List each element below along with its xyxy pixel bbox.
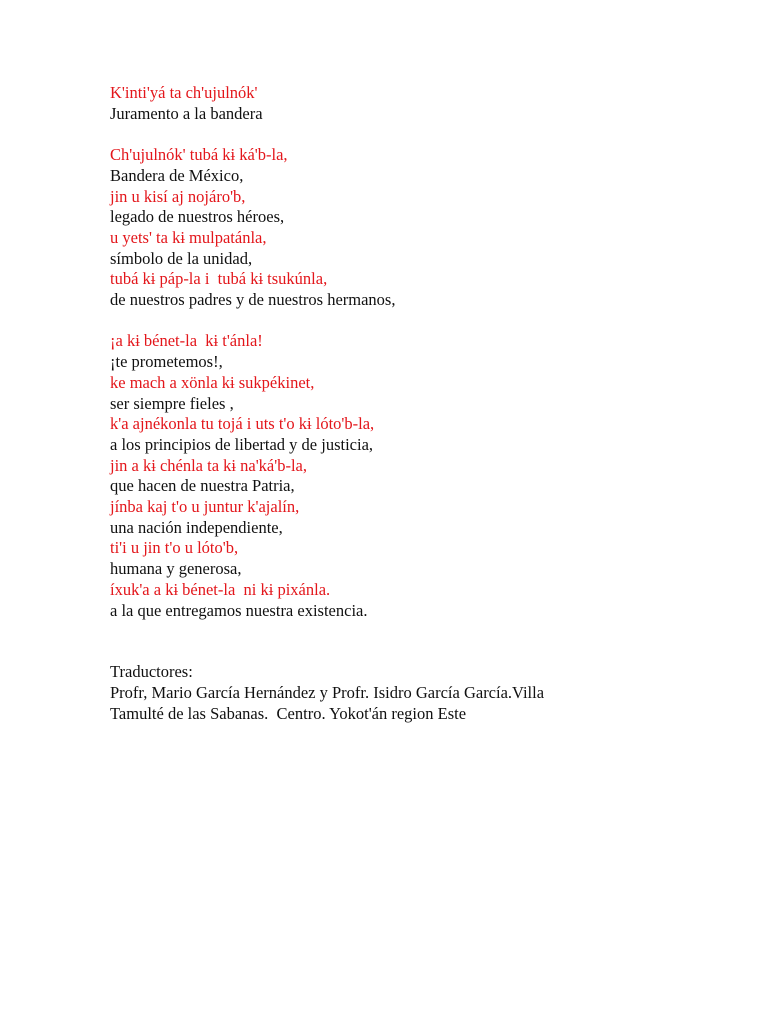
credits-block <box>110 662 730 724</box>
stanza-gap <box>110 124 730 145</box>
verse-line-native: jínba kaj t'o u juntur k'ajalín, <box>110 497 300 517</box>
verse-line-native: jin a kɨ chénla ta kɨ na'ká'b-la, <box>110 455 307 475</box>
stanza-2 <box>110 331 730 621</box>
verse-line-spanish: símbolo de la unidad, <box>110 248 253 268</box>
verse-line-native: u yets' ta kɨ mulpatánla, <box>110 227 267 247</box>
credits-heading: Traductores: <box>110 662 193 682</box>
verse-line-native: k'a ajnékonla tu tojá i uts t'o kɨ lóto'b-la, <box>110 414 375 434</box>
verse-line-spanish: Bandera de México, <box>110 165 244 185</box>
verse-line-spanish: a la que entregamos nuestra existencia. <box>110 600 368 620</box>
credits-names: Profr, Mario García Hernández y Profr. Isidro García García.Villa <box>110 682 545 702</box>
verse-line-native: íxuk'a a kɨ bénet-la ni kɨ pixánla. <box>110 579 331 599</box>
verse-line-spanish: ser siempre fieles , <box>110 393 234 413</box>
credits-place: Tamulté de las Sabanas. Centro. Yokot'án region Este <box>110 703 467 723</box>
verse-line-spanish: legado de nuestros héroes, <box>110 207 285 227</box>
credits-gap <box>110 621 730 662</box>
verse-line-native: ¡a kɨ bénet-la kɨ t'ánla! <box>110 331 263 351</box>
verse-line-spanish: de nuestros padres y de nuestros hermanos, <box>110 290 396 310</box>
verse-line-native: ti'i u jin t'o u lóto'b, <box>110 538 239 558</box>
verse-line-spanish: a los principios de libertad y de justicia, <box>110 434 374 454</box>
stanza-1 <box>110 145 730 311</box>
verse-line-native: jin u kisí aj nojáro'b, <box>110 186 246 206</box>
title-spanish: Juramento a la bandera <box>110 103 263 123</box>
document-page <box>110 83 730 724</box>
stanza-gap <box>110 311 730 332</box>
verse-line-spanish: que hacen de nuestra Patria, <box>110 476 295 496</box>
verse-line-native: Ch'ujulnók' tubá kɨ ká'b-la, <box>110 145 288 165</box>
title-native: K'inti'yá ta ch'ujulnók' <box>110 83 258 102</box>
verse-line-native: ke mach a xönla kɨ sukpékinet, <box>110 372 315 392</box>
verse-line-spanish: ¡te prometemos!, <box>110 352 223 372</box>
verse-line-native: tubá kɨ páp-la i tubá kɨ tsukúnla, <box>110 269 328 289</box>
verse-line-spanish: una nación independiente, <box>110 517 283 537</box>
verse-line-spanish: humana y generosa, <box>110 559 242 579</box>
